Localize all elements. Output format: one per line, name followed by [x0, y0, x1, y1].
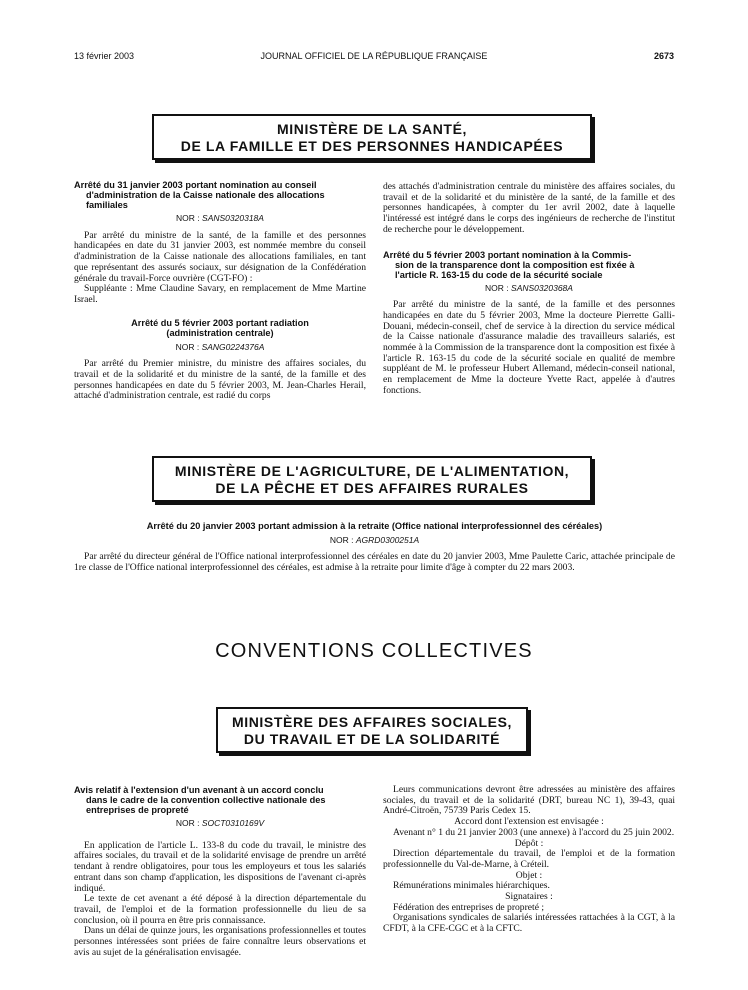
- signataires-text: Organisations syndicales de salariés intéressées rattachées à la CGT, à la CFDT, à la CFE-CGC et à la CFTC.: [383, 912, 675, 935]
- arrete-1-nor: NOR : SANS0320318A: [176, 213, 264, 223]
- arrete-3-title: Arrêté du 5 février 2003 portant nomination à la Commis- sion de la transparence dont la composition est fixée à l'article R. 163-15 du code de la sécurité sociale: [383, 249, 635, 280]
- arrete-2-continued: des attachés d'administration centrale du ministère des affaires sociales, du travail et de la solidarité et du ministère de la santé, de la famille et des personnes handicapées, à compter du 1er avril 2002, date à laquelle l'intéressé est intégré dans le corps des ingénieurs de recherche de l'institut de recherche pour le développement.: [383, 181, 675, 235]
- ministry-health-line1: MINISTÈRE DE LA SANTÉ,: [276, 121, 468, 137]
- avis-para: Dans un délai de quinze jours, les organisations professionnelles et toutes personnes intéressées sont priées de faire connaître leurs observations et avis au sujet de la généralisation envisagée.: [74, 925, 366, 958]
- ministry-agriculture-line1: MINISTÈRE DE L'AGRICULTURE, DE L'ALIMENTATION,: [174, 463, 570, 479]
- ministry-social-affairs-box: [216, 707, 528, 753]
- journal-title: JOURNAL OFFICIEL DE LA RÉPUBLIQUE FRANÇAISE: [260, 51, 488, 61]
- section-title: CONVENTIONS COLLECTIVES: [215, 640, 533, 662]
- arrete-1-para: Par arrêté du ministre de la santé, de la famille et des personnes handicapées en date du 31 janvier 2003, est nommée membre du conseil d'administration de la Caisse nationale des allocations familiales, en tant que représentant des assurés sociaux, sur désignation de la Confédération générale du travail-Force ouvrière (CGT-FO) :: [74, 229, 366, 284]
- right-column-1: [383, 182, 675, 397]
- signataires-label: Signataires :: [505, 891, 553, 903]
- avis-title: Avis relatif à l'extension d'un avenant à un accord conclu dans le cadre de la convention collective nationale des entreprises de propreté: [74, 785, 326, 815]
- arrete-4-block: [74, 521, 675, 574]
- arrete-4-para: Par arrêté du directeur général de l'Office national interprofessionnel des céréales en date du 20 janvier 2003, Mme Paulette Caric, attachée principale de 1re classe de l'Office national interprofessionnel des céréales, est admise à la retraite pour limite d'âge à compter du 22 mars 2003.: [74, 551, 675, 573]
- left-column-1: [74, 180, 366, 402]
- avis-nor: NOR : SOCT0310169V: [175, 818, 265, 828]
- arrete-2-title: Arrêté du 5 février 2003 portant radiation (administration centrale): [131, 317, 309, 339]
- arrete-1-title: Arrêté du 31 janvier 2003 portant nomination au conseil d'administration de la Caisse nationale des allocations familiales: [74, 180, 325, 210]
- right-column-2: [383, 785, 675, 935]
- ministry-agriculture-box: [152, 456, 592, 502]
- avis-para: En application de l'article L. 133-8 du code du travail, le ministre des affaires sociales, du travail et de la solidarité envisage de prendre un arrêté tendant à rendre obligatoires, pour tous les employeurs et tous les salariés entrant dans son champ d'application, les dispositions de l'avenant ci-après indiqué.: [74, 839, 366, 894]
- header-date: 13 février 2003: [74, 51, 135, 61]
- arrete-1-para: Suppléante : Mme Claudine Savary, en remplacement de Mme Martine Israel.: [74, 283, 366, 305]
- ministry-social-line1: MINISTÈRE DES AFFAIRES SOCIALES,: [231, 714, 513, 730]
- ministry-health-line2: DE LA FAMILLE ET DES PERSONNES HANDICAPÉES: [180, 138, 564, 154]
- ministry-agriculture-line2: DE LA PÊCHE ET DES AFFAIRES RURALES: [215, 480, 529, 496]
- depot-text: Direction départementale du travail, de l'emploi et de la formation professionnelle du Val-de-Marne, à Créteil.: [383, 848, 675, 870]
- objet-label: Objet :: [515, 869, 543, 881]
- arrete-2-nor: NOR : SANG0224376A: [175, 341, 265, 352]
- depot-label: Dépôt :: [514, 837, 544, 849]
- arrete-2-para: Par arrêté du Premier ministre, du ministre des affaires sociales, du travail et de la solidarité et du ministre de la santé, de la famille et des personnes handicapées en date du 5 février 2003, M. Jean-Charles Herail, attaché d'administration centrale, est radié du corps: [74, 358, 366, 402]
- arrete-4-title: Arrêté du 20 janvier 2003 portant admission à la retraite (Office national interprofessionnel des céréales): [146, 521, 603, 531]
- arrete-3-nor: NOR : SANS0320368A: [485, 282, 573, 293]
- left-column-2: [74, 785, 366, 958]
- avis-para: Le texte de cet avenant a été déposé à la direction départementale du travail, de l'emploi et de la formation professionnelle du lieu de sa conclusion, où il pourra en être pris connaissance.: [74, 893, 366, 926]
- page-number: 2673: [653, 51, 674, 61]
- ministry-social-line2: DU TRAVAIL ET DE LA SOLIDARITÉ: [243, 731, 501, 747]
- arrete-3-para: Par arrêté du ministre de la santé, de la famille et des personnes handicapées en date du 5 février 2003, Mme la docteure Pierrette Galli-Douani, médecin-conseil, chef de service à la direction du service médical de la Caisse nationale d'assurance maladie des travailleurs salariés, est nommée à la Commission de la transparence dont la composition est fixée à l'article R. 163-15 du code de la sécurité sociale en qualité de membre suppléant de M. le professeur Hubert Allemand, médecin-conseil national, en remplacement de Mme la docteure Yvette Ract, appelée à d'autres fonctions.: [383, 299, 675, 396]
- avis-communications: Leurs communications devront être adressées au ministère des affaires sociales, du travail et de la solidarité (DRT, bureau NC 1), 39-43, quai André-Citroën, 75739 Paris Cedex 15.: [383, 784, 675, 817]
- signataires-text: Fédération des entreprises de propreté ;: [393, 901, 545, 913]
- accord-text: Avenant n° 1 du 21 janvier 2003 (une annexe) à l'accord du 25 juin 2002.: [393, 826, 675, 838]
- arrete-4-nor: NOR : AGRD0300251A: [329, 534, 420, 545]
- objet-text: Rémunérations minimales hiérarchiques.: [393, 880, 550, 892]
- ministry-health-box: [152, 114, 592, 160]
- accord-label: Accord dont l'extension est envisagée :: [454, 816, 604, 828]
